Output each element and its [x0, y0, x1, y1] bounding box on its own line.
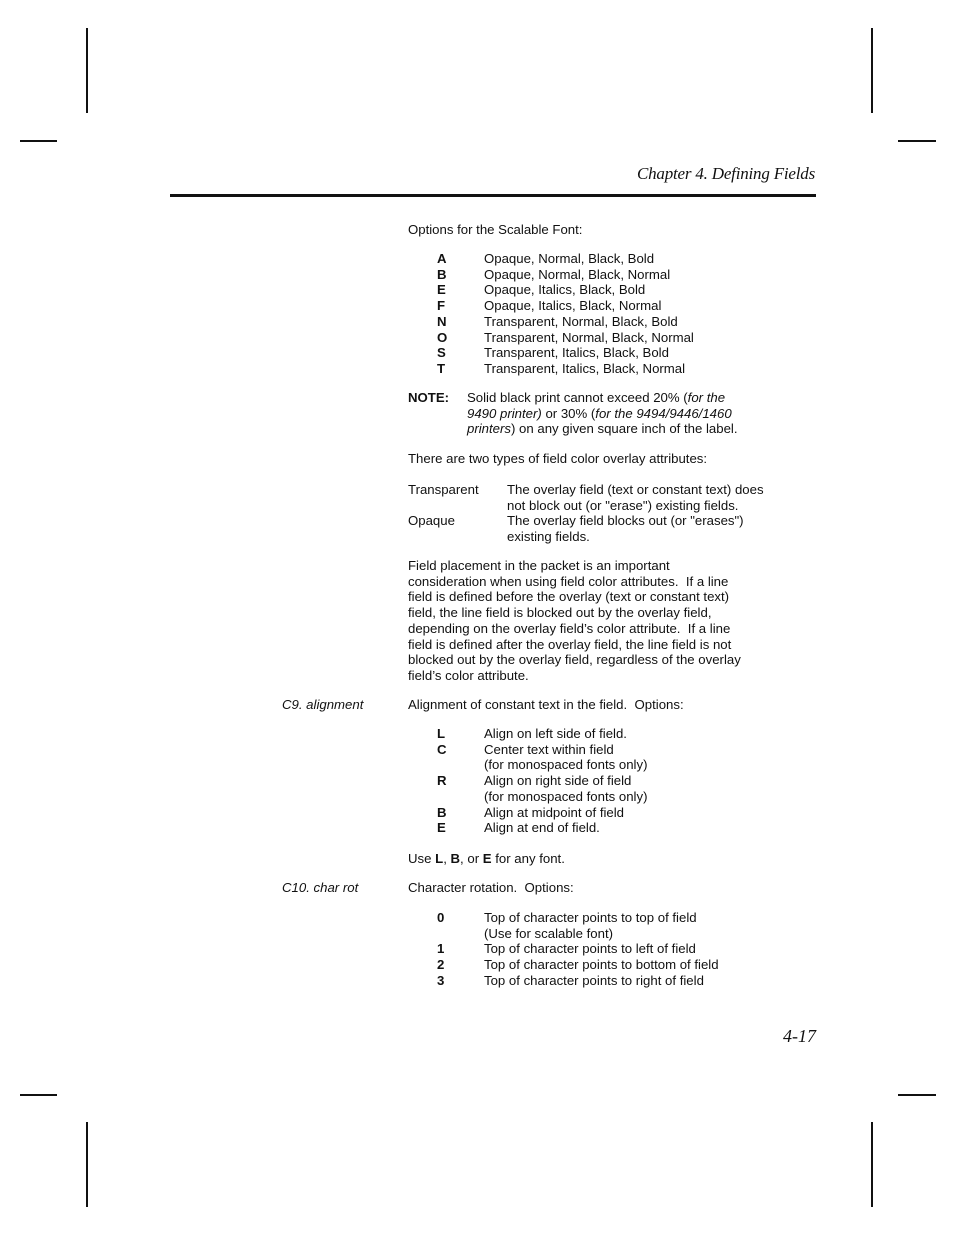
- option-key: B: [437, 804, 447, 820]
- option-key: 1: [437, 941, 445, 957]
- option-key: A: [437, 251, 447, 266]
- scalable-font-intro: Options for the Scalable Font:: [408, 222, 583, 237]
- option-desc: Top of character points to top of field: [484, 910, 697, 925]
- option-key: 2: [437, 957, 445, 973]
- option-desc: Opaque, Normal, Black, Bold: [484, 251, 655, 266]
- crop-mark: [86, 1122, 88, 1207]
- option-desc: Top of character points to right of field: [484, 972, 704, 988]
- note-text-line: 9490 printer) or 30% (for the 9494/9446/1460: [467, 405, 732, 421]
- option-key: E: [437, 282, 446, 298]
- option-desc: Opaque, Italics, Black, Bold: [484, 282, 646, 298]
- option-desc: Top of character points to left of field: [484, 941, 696, 957]
- option-desc: Transparent, Normal, Black, Normal: [484, 329, 694, 345]
- paragraph-line: field is defined after the overlay field, the line field is not: [408, 636, 732, 652]
- option-desc: (Use for scalable font): [484, 925, 613, 941]
- paragraph-line: blocked out by the overlay field, regardless of the overlay: [408, 652, 741, 668]
- paragraph-line: field is defined before the overlay (text or constant text): [408, 589, 730, 605]
- term-desc-line: not block out (or "erase") existing fields.: [507, 497, 739, 513]
- note-label: NOTE:: [408, 390, 450, 405]
- option-key: S: [437, 345, 446, 361]
- option-desc: Center text within field: [484, 741, 614, 757]
- option-desc: Align at end of field.: [484, 820, 600, 836]
- option-desc: Top of character points to bottom of field: [484, 957, 719, 973]
- paragraph-line: field, the line field is blocked out by the overlay field,: [408, 605, 712, 621]
- option-desc: (for monospaced fonts only): [484, 757, 648, 773]
- alignment-use-note: Use L, B, or E for any font.: [408, 851, 565, 866]
- paragraph-line: field’s color attribute.: [408, 667, 529, 683]
- option-key: F: [437, 298, 446, 314]
- term-desc-line: existing fields.: [507, 529, 590, 545]
- option-desc: Transparent, Italics, Black, Bold: [484, 345, 669, 361]
- option-desc: Align at midpoint of field: [484, 804, 625, 820]
- term-label: Opaque: [408, 513, 455, 529]
- option-key: O: [437, 329, 448, 345]
- char-rot-intro: Character rotation. Options:: [408, 880, 574, 895]
- paragraph-line: consideration when using field color attributes. If a line: [408, 573, 729, 589]
- option-key: 0: [437, 910, 445, 925]
- crop-mark: [871, 28, 873, 113]
- term-label: Transparent: [408, 482, 479, 497]
- option-key: 3: [437, 972, 445, 988]
- c10-char-rot-label: C10. char rot: [282, 880, 359, 895]
- crop-mark: [898, 1094, 936, 1096]
- option-desc: (for monospaced fonts only): [484, 788, 648, 804]
- paragraph-line: depending on the overlay field’s color attribute. If a line: [408, 620, 731, 636]
- option-key: R: [437, 773, 447, 789]
- option-key: N: [437, 313, 447, 329]
- option-key: L: [437, 726, 446, 741]
- option-desc: Transparent, Italics, Black, Normal: [484, 360, 686, 376]
- crop-mark: [20, 140, 57, 142]
- crop-mark: [20, 1094, 57, 1096]
- page-number: 4-17: [783, 1026, 816, 1046]
- crop-mark: [871, 1122, 873, 1207]
- option-desc: Opaque, Italics, Black, Normal: [484, 298, 662, 314]
- note-text-line: Solid black print cannot exceed 20% (for the: [467, 390, 726, 405]
- overlay-intro: There are two types of field color overlay attributes:: [408, 451, 708, 466]
- term-desc-line: The overlay field (text or constant text) does: [507, 482, 764, 497]
- crop-mark: [86, 28, 88, 113]
- alignment-intro: Alignment of constant text in the field. Options:: [408, 697, 684, 712]
- option-key: E: [437, 820, 446, 836]
- term-desc-line: The overlay field blocks out (or "erases"): [507, 513, 744, 529]
- option-desc: Transparent, Normal, Black, Bold: [484, 313, 678, 329]
- note-text-line: printers) on any given square inch of the label.: [467, 421, 738, 437]
- option-desc: Align on left side of field.: [484, 726, 627, 741]
- option-key: B: [437, 266, 447, 282]
- chapter-title: Chapter 4. Defining Fields: [636, 164, 815, 183]
- option-desc: Align on right side of field: [484, 773, 632, 789]
- paragraph-line: Field placement in the packet is an important: [408, 558, 670, 573]
- c9-alignment-label: C9. alignment: [282, 697, 364, 712]
- option-desc: Opaque, Normal, Black, Normal: [484, 266, 671, 282]
- crop-mark: [898, 140, 936, 142]
- option-key: T: [437, 360, 446, 376]
- option-key: C: [437, 741, 447, 757]
- header-rule: [170, 194, 816, 197]
